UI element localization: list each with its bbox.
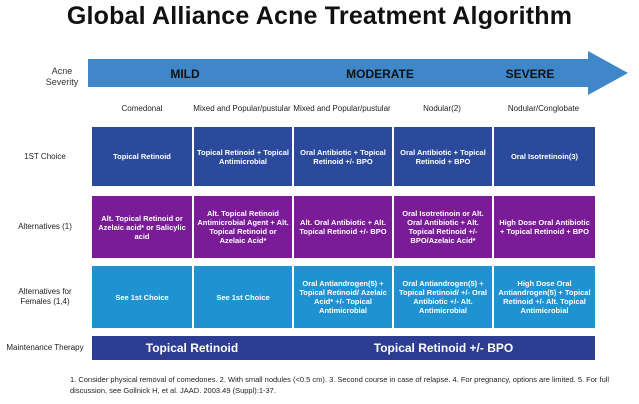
first-choice-band <box>92 127 595 186</box>
first-choice-cell: Topical Retinoid <box>113 152 171 161</box>
page-title: Global Alliance Acne Treatment Algorithm <box>66 2 573 30</box>
females-band <box>92 266 595 328</box>
alternatives-cell: Alt. Oral Antibiotic + Alt. Topical Retinoid +/- BPO <box>292 196 392 258</box>
first-choice-cell: Oral Antibiotic + Topical Retinoid + BPO <box>392 127 492 186</box>
column-header-mixed-2: Mixed and Popular/pustular <box>293 104 391 113</box>
severity-severe: SEVERE <box>505 67 555 81</box>
row-header-females: Alternatives for Females (1,4) <box>18 287 72 306</box>
alternatives-cell: High Dose Oral Antibiotic + Topical Retinoid + BPO <box>492 196 595 258</box>
row-header-first-choice: 1ST Choice <box>24 151 66 161</box>
column-header-nodular: Nodular(2) <box>423 104 461 113</box>
alternatives-cell: Alt. Topical Retinoid Antimicrobial Agent + Alt. Topical Retinoid or Azelaic Acid* <box>192 196 292 258</box>
females-cell: High Dose Oral Antiandrogen(5) + Topical Retinoid +/- Alt. Topical Antimicrobial <box>492 266 595 328</box>
column-header-comedonal: Comedonal <box>121 104 163 113</box>
females-cell: Oral Antiandrogen(5) + Topical Retinoid/ Azelaic Acid* +/- Topical Antimicrobial <box>292 266 392 328</box>
column-header-mixed-1: Mixed and Popular/pustular <box>193 104 291 113</box>
first-choice-cell: Topical Retinoid + Topical Antimicrobial <box>192 127 292 186</box>
alternatives-cell: Alt. Topical Retinoid or Azelaic acid* or Salicylic acid <box>98 213 186 241</box>
severity-moderate: MODERATE <box>346 67 414 81</box>
row-header-alternatives: Alternatives (1) <box>18 222 72 231</box>
alternatives-cell: Oral Isotretinoin or Alt. Oral Antibiotic + Alt. Topical Retinoid +/- BPO/Azelaic Acid* <box>392 196 492 258</box>
first-choice-cell: Oral Antibiotic + Topical Retinoid +/- BPO <box>292 127 392 186</box>
females-cell: Oral Antiandrogen(5) + Topical Retinoid/ +/- Oral Antibiotic +/- Alt. Antimicrobial <box>392 266 492 328</box>
severity-mild: MILD <box>170 67 200 81</box>
maintenance-band <box>92 336 595 360</box>
column-header-conglobate: Nodular/Conglobate <box>507 104 580 113</box>
alternatives-band <box>92 196 595 258</box>
footnote: 1. Consider physical removal of comedones. 2. With small nodules (<0.5 cm). 3. Second course in case of relapse. 4. For pregnancy, options are limited. 5. For full discussion, see Gollnick H, et al. JAAD. 2003.49 (Suppl):1-37. <box>70 375 610 395</box>
females-cell: See 1st Choice <box>192 266 292 328</box>
row-header-maintenance: Maintenance Therapy <box>6 343 84 352</box>
first-choice-cell: Oral Isotretinoin(3) <box>492 127 595 186</box>
severity-axis-label: Acne Severity <box>45 66 79 87</box>
maintenance-left: Topical Retinoid <box>145 341 239 355</box>
maintenance-right: Topical Retinoid +/- BPO <box>373 341 514 355</box>
females-cell: See 1st Choice <box>115 292 169 302</box>
